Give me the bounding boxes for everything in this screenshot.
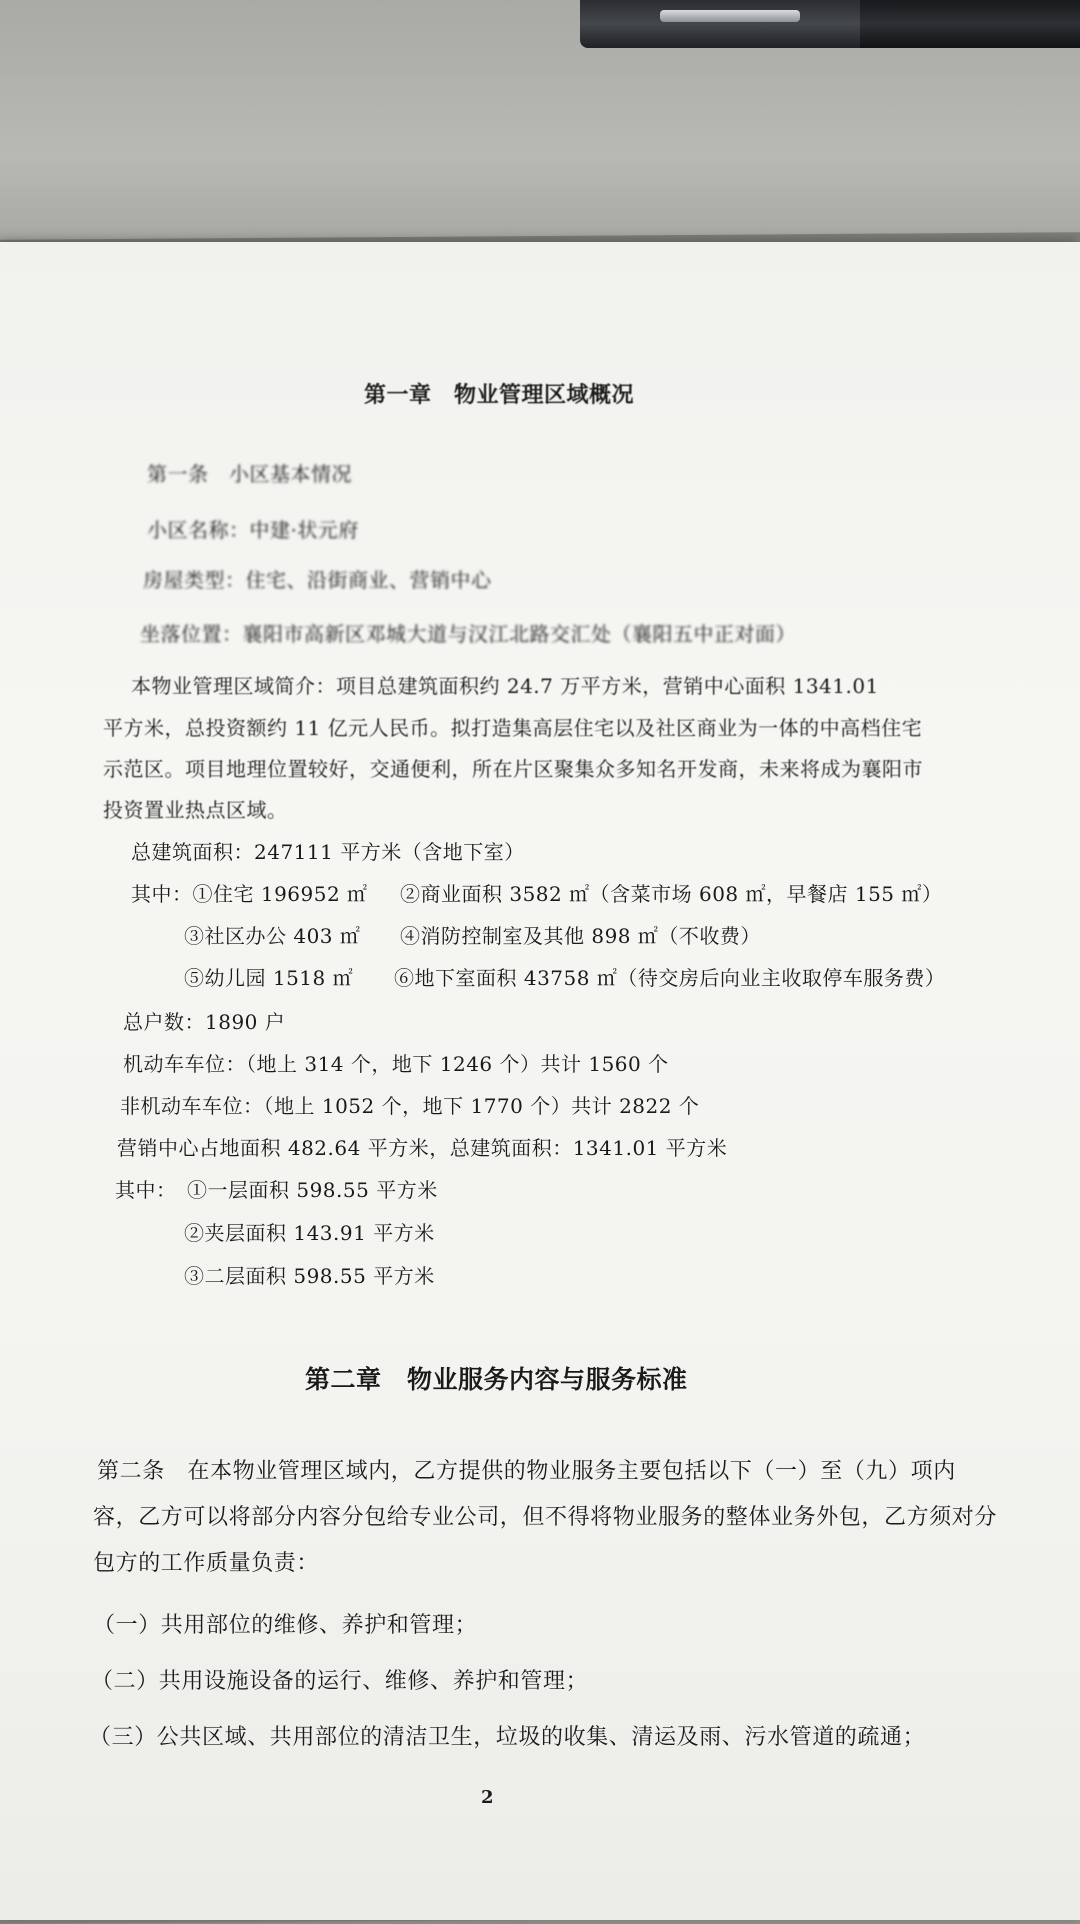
intro-line-3: 示范区。项目地理位置较好，交通便利，所在片区聚集众多知名开发商，未来将成为襄阳市 xyxy=(103,757,923,781)
households: 总户数：1890 户 xyxy=(123,1010,286,1034)
location: 坐落位置：襄阳市高新区邓城大道与汉江北路交汇处（襄阳五中正对面） xyxy=(140,622,796,646)
nonmotor-parking: 非机动车车位：（地上 1052 个，地下 1770 个）共计 2822 个 xyxy=(120,1094,700,1118)
breakdown-2-right: ④消防控制室及其他 898 ㎡（不收费） xyxy=(400,924,761,948)
floor-1: 其中： ①一层面积 598.55 平方米 xyxy=(115,1178,438,1202)
article2-line-2: 容，乙方可以将部分内容分包给专业公司，但不得将物业服务的整体业务外包，乙方须对分 xyxy=(93,1505,998,1530)
house-type: 房屋类型：住宅、沿街商业、营销中心 xyxy=(143,568,492,592)
total-area: 总建筑面积：247111 平方米（含地下室） xyxy=(131,840,525,864)
article1-heading: 第一条 小区基本情况 xyxy=(147,462,352,486)
breakdown-2-left: ③社区办公 403 ㎡ xyxy=(184,924,361,948)
service-item-3: （三）公共区域、共用部位的清洁卫生，垃圾的收集、清运及雨、污水管道的疏通； xyxy=(89,1725,926,1750)
motor-parking: 机动车车位：（地上 314 个，地下 1246 个）共计 1560 个 xyxy=(123,1052,669,1076)
intro-line-2: 平方米，总投资额约 11 亿元人民币。拟打造集高层住宅以及社区商业为一体的中高档住宅 xyxy=(103,716,923,740)
article2-line-3: 包方的工作质量负责： xyxy=(93,1551,320,1576)
chapter1-title: 第一章 物业管理区域概况 xyxy=(364,382,635,408)
intro-line-1: 本物业管理区域简介：项目总建筑面积约 24.7 万平方米，营销中心面积 1341.01 xyxy=(131,674,879,698)
article2-line-1: 第二条 在本物业管理区域内，乙方提供的物业服务主要包括以下（一）至（九）项内 xyxy=(97,1459,956,1484)
floor-2: ③二层面积 598.55 平方米 xyxy=(184,1264,435,1288)
service-item-2: （二）共用设施设备的运行、维修、养护和管理； xyxy=(91,1669,589,1694)
intro-line-4: 投资置业热点区域。 xyxy=(103,798,288,822)
breakdown-3-left: ⑤幼儿园 1518 ㎡ xyxy=(184,966,354,990)
page-number: 2 xyxy=(481,1787,495,1808)
breakdown-3-right: ⑥地下室面积 43758 ㎡（待交房后向业主收取停车服务费） xyxy=(394,966,946,990)
document-page xyxy=(0,242,1080,1920)
pen-clip xyxy=(660,10,800,22)
breakdown-1-left: 其中：①住宅 196952 ㎡ xyxy=(131,882,368,906)
floor-mezzanine: ②夹层面积 143.91 平方米 xyxy=(184,1221,435,1245)
sales-center: 营销中心占地面积 482.64 平方米，总建筑面积：1341.01 平方米 xyxy=(117,1136,728,1160)
chapter2-title: 第二章 物业服务内容与服务标准 xyxy=(305,1365,688,1394)
service-item-1: （一）共用部位的维修、养护和管理； xyxy=(93,1613,478,1638)
community-name: 小区名称：中建·状元府 xyxy=(147,518,359,542)
breakdown-1-right: ②商业面积 3582 ㎡（含菜市场 608 ㎡，早餐店 155 ㎡） xyxy=(400,882,943,906)
pen-cap xyxy=(860,0,1080,48)
